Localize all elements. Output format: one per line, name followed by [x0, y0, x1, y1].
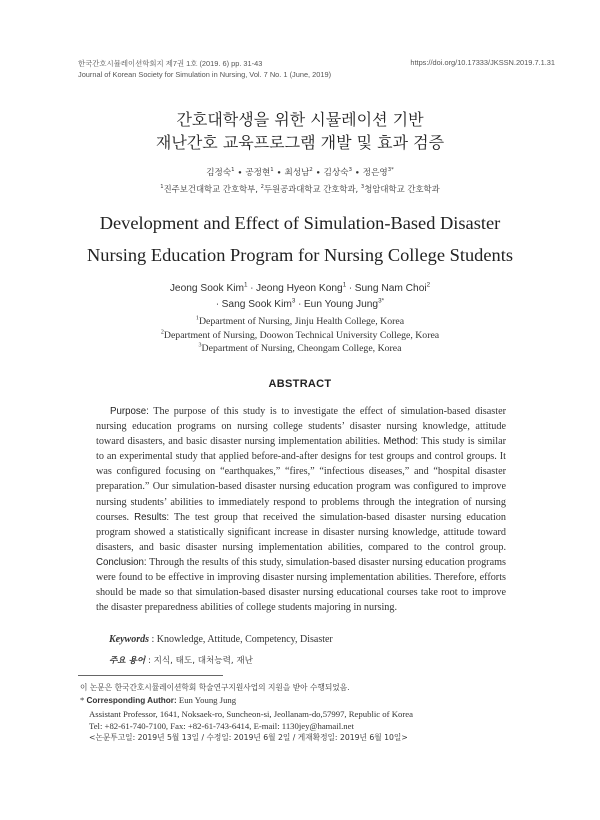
- conclusion-label: Conclusion:: [96, 556, 147, 568]
- affil-ko-3-sup: 3: [360, 184, 365, 191]
- author-en-4-sup: 3: [291, 297, 296, 305]
- author-ko-4-sup: 3: [348, 167, 352, 174]
- funding-text: 이 논문은 한국간호시뮬레이션학회 학술연구지원사업의 지원을 받아 수행되었음.: [80, 683, 350, 692]
- affil-en-2: [0, 329, 600, 343]
- author-en-5: Eun Young Jung: [303, 299, 379, 310]
- author-ko-3-sup: 2: [309, 167, 313, 174]
- affiliations-korean: [0, 183, 600, 195]
- author-ko-4: 김상숙: [323, 168, 349, 178]
- affil-ko-1-sup: 1: [160, 184, 164, 191]
- affil-ko-2: 두원공과대학교 간호학과,: [263, 184, 359, 194]
- keywords-label: Keywords: [109, 634, 149, 645]
- author-ko-2-sup: 1: [270, 167, 274, 174]
- keywords-ko-label: 주요 용어: [109, 656, 146, 666]
- corresponding-label: Corresponding Author:: [86, 696, 177, 706]
- author-en-5-sup: 3*: [378, 297, 385, 305]
- author-ko-1-sup: 1: [231, 167, 235, 174]
- title-english-line2: Nursing Education Program for Nursing College Students: [87, 245, 513, 265]
- affil-en-1: [0, 315, 600, 329]
- title-korean-line1: 간호대학생을 위한 시뮬레이션 기반: [176, 110, 424, 129]
- keywords-korean: [109, 654, 253, 666]
- author-en-1: Jeong Sook Kim: [169, 283, 245, 294]
- author-en-2: Jeong Hyeon Kong: [256, 283, 343, 294]
- keywords-english: [109, 634, 333, 645]
- title-english: [0, 207, 600, 271]
- footnotes: [80, 682, 520, 744]
- author-ko-2: 공정현: [245, 168, 271, 178]
- affil-ko-1: 진주보건대학교 간호학부,: [163, 184, 258, 194]
- results-label: Results:: [134, 511, 170, 523]
- authors-english: Jeong Sook Kim$^1$ ∙ Jeong Hyeon Kong$^1$ ∙ Sung Nam Choi$^2$ ∙ Sang Sook Kim$^3$ ∙ Eun Young Jung$^{3*}$: [169, 281, 431, 310]
- author-ko-5-sup: 3*: [387, 167, 394, 174]
- keywords-text: : Knowledge, Attitude, Competency, Disaster: [151, 634, 333, 645]
- journal-citation-ko: 한국간호시뮬레이션학회지 제7권 1호 (2019. 6) pp. 31-43: [78, 59, 263, 68]
- affil-en-1-sup: 1: [195, 315, 199, 322]
- keywords-ko-text: : 지식, 태도, 대처능력, 재난: [147, 656, 253, 666]
- doi-link[interactable]: https://doi.org/10.17333/JKSSN.2019.7.1.31: [410, 58, 555, 67]
- author-ko-1: 김정숙: [206, 168, 232, 178]
- journal-citation-en: Journal of Korean Society for Simulation in Nursing, Vol. 7 No. 1 (June, 2019): [78, 70, 332, 79]
- purpose-label: Purpose:: [110, 406, 149, 417]
- affil-en-2-sup: 2: [160, 329, 164, 336]
- corresponding-author: * Corresponding Author: Eun Young Jung: [80, 695, 237, 706]
- author-ko-5: 정은영: [362, 168, 388, 178]
- affil-en-3: [0, 342, 600, 356]
- affil-en-3-text: Department of Nursing, Cheongam College, Korea: [201, 343, 402, 354]
- author-contact: Tel: +82-61-740-7100, Fax: +82-61-743-6414, E-mail: 1130jey@hamail.net: [89, 720, 354, 731]
- method-text: This study is similar to an experimental study that applied before-and-after designs for test groups and control groups. It was configured focusing on “earthquakes,” “fires,” “infectious diseases,” and “hospital disaster preparation.” Our simulation-based disaster nursing education program was configured to improve nursing students’ abilities to immediately respond to problems through the integration of nursing courses.: [96, 436, 506, 523]
- results-text: The test group that received the simulation-based disaster nursing education program showed a statistically significant increase in disaster nursing knowledge, attitude toward disasters, and basic disaster nursing implementation abilities, compared to the control group.: [96, 511, 506, 553]
- author-ko-3: 최성남: [284, 168, 310, 178]
- footnote-divider: [78, 675, 223, 676]
- abstract-body: [96, 404, 506, 615]
- authors-korean: 김정숙$^1$ ∙ 공정현$^1$ ∙ 최성남$^2$ ∙ 김상숙$^3$ ∙ 정은영$^{3*}$: [206, 167, 394, 178]
- author-en-3: Sung Nam Choi: [354, 283, 427, 294]
- affil-ko-3: 청암대학교 간호학과: [364, 184, 440, 194]
- title-korean-line2: 재난간호 교육프로그램 개발 및 효과 검증: [155, 133, 445, 152]
- affiliations-english: [0, 315, 600, 356]
- journal-header: [78, 58, 331, 80]
- affil-ko-2-sup: 2: [260, 184, 264, 191]
- author-en-2-sup: 1: [342, 281, 347, 289]
- abstract-heading: ABSTRACT: [268, 378, 332, 390]
- title-korean: [0, 108, 600, 154]
- affil-en-2-text: Department of Nursing, Doowon Technical University College, Korea: [163, 329, 440, 341]
- author-en-4: Sang Sook Kim: [221, 299, 292, 310]
- author-en-3-sup: 2: [426, 281, 431, 289]
- submission-dates: <논문투고일: 2019년 5월 13일 / 수정일: 2019년 6월 2일 / 게재확정일: 2019년 6월 10일>: [89, 733, 408, 743]
- method-label: Method:: [383, 436, 419, 448]
- author-position: Assistant Professor, 1641, Noksaek-ro, Suncheon-si, Jeollanam-do,57997, Republic of Korea: [89, 708, 413, 719]
- affil-en-3-sup: 3: [198, 342, 202, 349]
- purpose-text: The purpose of this study is to investigate the effect of simulation-based disaster nursing education programs on nursing college students’ disaster nursing knowledge, attitude toward disasters, and basic disaster nursing implementation abilities.: [96, 406, 506, 448]
- author-en-1-sup: 1: [244, 281, 248, 289]
- funding-note: [80, 682, 520, 694]
- title-english-line1: Development and Effect of Simulation-Based Disaster: [99, 213, 501, 233]
- corresponding-name: Eun Young Jung: [176, 695, 237, 706]
- conclusion-text: Through the results of this study, simulation-based disaster nursing education programs were found to be effective in improving disaster nursing implementation abilities. Therefore, efforts should be made so that simulation-based disaster nursing educational courses take root to improve the disaster preparedness abilities of college students majoring in nursing.: [96, 556, 506, 614]
- affil-en-1-text: Department of Nursing, Jinju Health College, Korea: [198, 316, 405, 327]
